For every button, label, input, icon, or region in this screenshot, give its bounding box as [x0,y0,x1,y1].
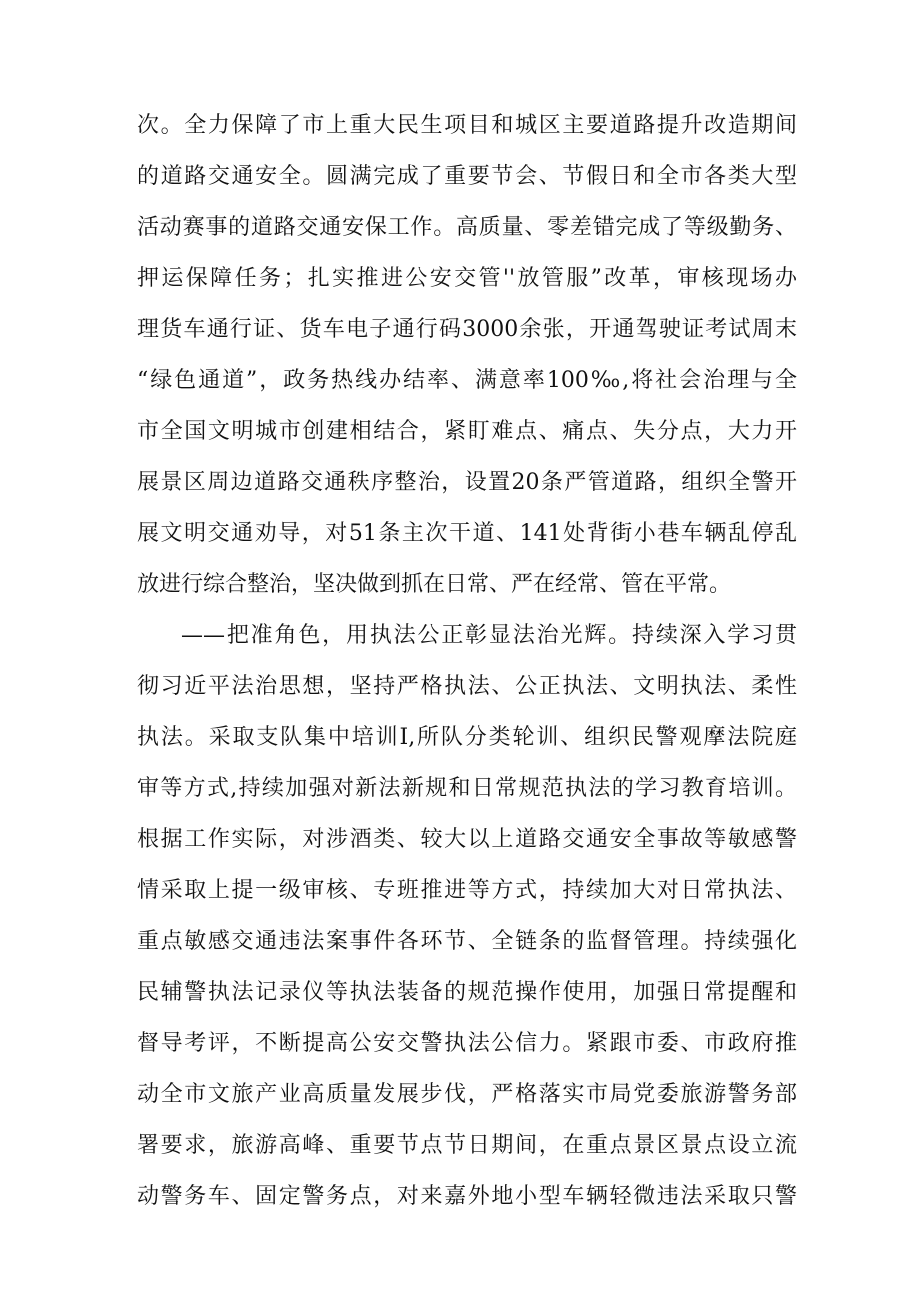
text-line-9: 展文明交通劝导，对51条主次干道、141处背街小巷车辆乱停乱 [137,521,797,546]
text-line-15: 根据工作实际，对涉酒类、较大以上道路交通安全事故等敏感警 [137,827,797,852]
text-line-7: 市全国文明城市创建相结合，紧盯难点、痛点、失分点，大力开 [137,419,797,444]
text-line-10: 放进行综合整治，坚决做到抓在日常、严在经常、管在平常。 [137,572,732,597]
text-line-20: 动全市文旅产业高质量发展步伐，严格落实市局党委旅游警务部 [137,1082,797,1107]
text-line-16: 情采取上提一级审核、专班推进等方式，持续加大对日常执法、 [137,878,797,903]
text-line-17: 重点敏感交通违法案事件各环节、全链条的监督管理。持续强化 [137,929,797,954]
text-line-8: 展景区周边道路交通秩序整治，设置20条严管道路，组织全警开 [137,470,797,495]
text-line-6: “绿色通道”，政务热线办结率、满意率100‰,将社会治理与全 [137,368,797,393]
text-line-18: 民辅警执法记录仪等执法装备的规范操作使用，加强日常提醒和 [137,980,797,1005]
text-line-14: 审等方式,持续加强对新法新规和日常规范执法的学习教育培训。 [137,776,797,801]
text-line-3: 活动赛事的道路交通安保工作。高质量、零差错完成了等级勤务、 [137,215,797,240]
text-line-2: 的道路交通安全。圆满完成了重要节会、节假日和全市各类大型 [137,164,797,189]
text-line-13: 执法。采取支队集中培训I,所队分类轮训、组织民警观摩法院庭 [137,725,797,750]
text-line-5: 理货车通行证、货车电子通行码3000余张，开通驾驶证考试周末 [137,317,797,342]
text-line-21: 署要求，旅游高峰、重要节点节日期间，在重点景区景点设立流 [137,1133,797,1158]
text-line-4: 押运保障任务；扎实推进公安交管''放管服”改革，审核现场办 [137,266,797,291]
text-line-11: ——把准角色，用执法公正彰显法治光辉。持续深入学习贯 [181,623,797,648]
text-line-1: 次。全力保障了市上重大民生项目和城区主要道路提升改造期间 [137,113,797,138]
text-line-22: 动警务车、固定警务点，对来嘉外地小型车辆轻微违法采取只警 [137,1184,797,1209]
text-line-12: 彻习近平法治思想，坚持严格执法、公正执法、文明执法、柔性 [137,674,797,699]
text-line-19: 督导考评，不断提高公安交警执法公信力。紧跟市委、市政府推 [137,1031,797,1056]
